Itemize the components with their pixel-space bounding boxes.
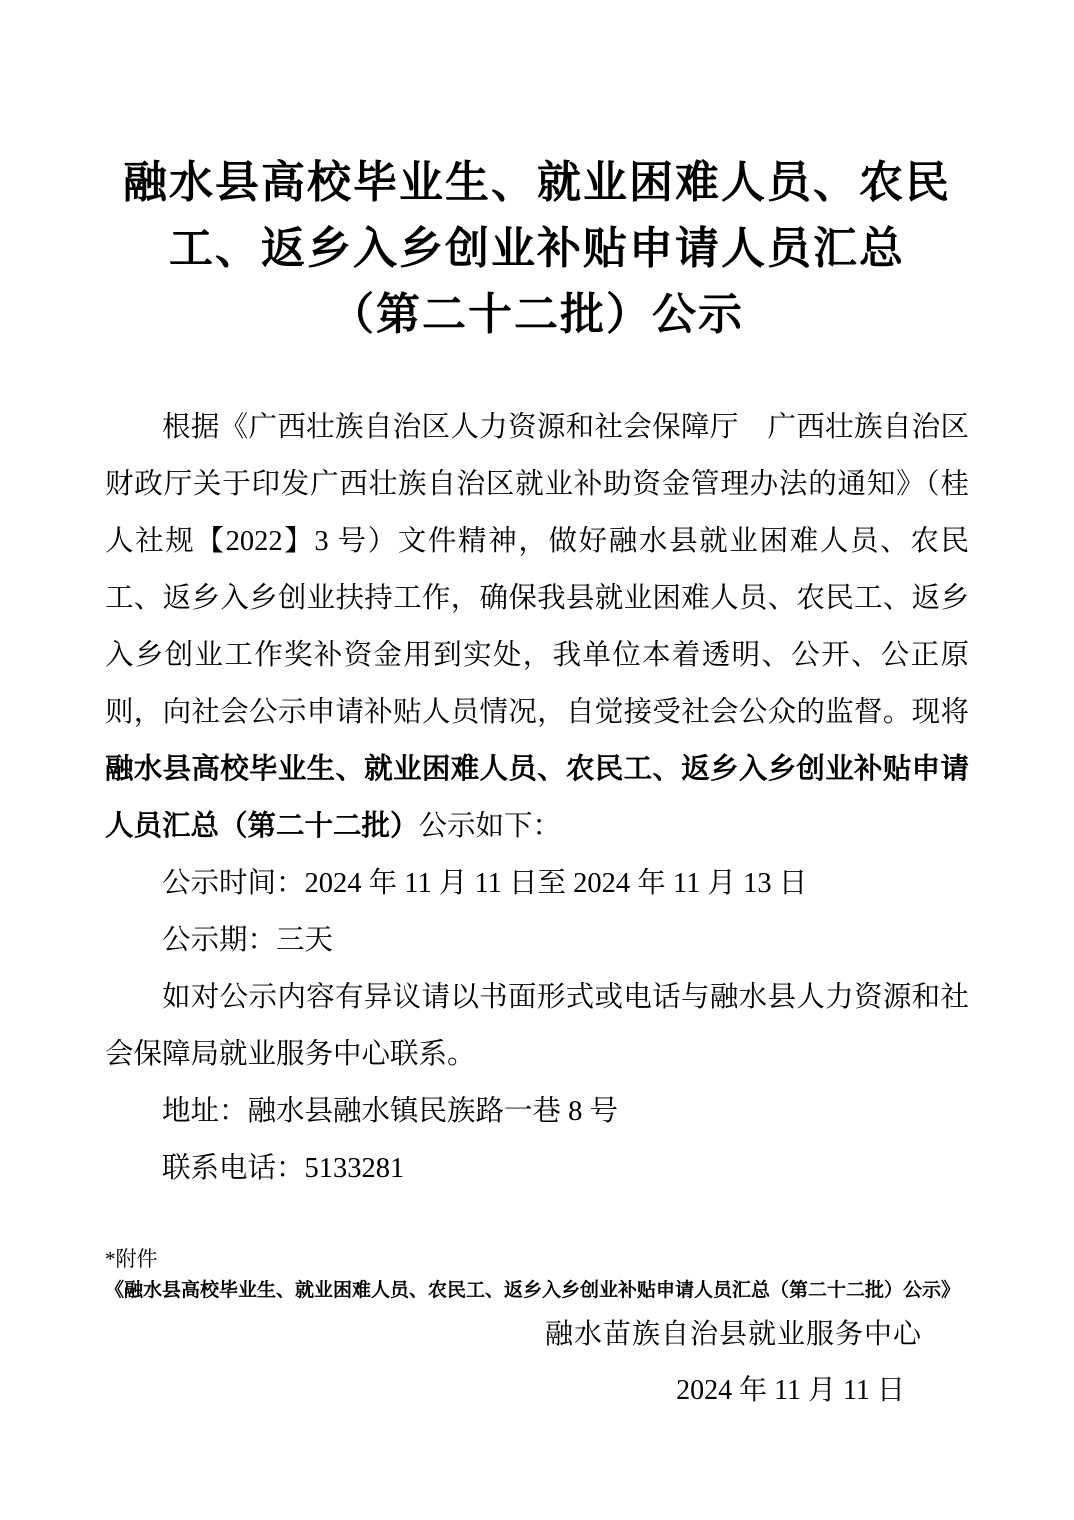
attachment-section (105, 1243, 969, 1307)
publicity-time-line: 公示时间：2024 年 11 月 11 日至 2024 年 11 月 13 日 (162, 868, 808, 899)
attachment-marker: *附件 (105, 1247, 158, 1271)
signature-date: 2024 年 11 月 11 日 (676, 1375, 905, 1406)
phone-line: 联系电话：5133281 (162, 1153, 405, 1184)
intro-paragraph (105, 399, 969, 855)
page-title-line-2: 工、返乡入乡创业补贴申请人员汇总 (169, 224, 905, 273)
document-body (105, 399, 969, 1197)
attachment-title: 《融水县高校毕业生、就业困难人员、农民工、返乡入乡创业补贴申请人员汇总（第二十二批）公示》 (105, 1280, 961, 1301)
intro-text-after: 公示如下： (418, 811, 562, 842)
publicity-period-line: 公示期：三天 (162, 925, 334, 956)
address-line: 地址：融水县融水镇民族路一巷 8 号 (162, 1096, 619, 1127)
objection-contact-paragraph: 如对公示内容有异议请以书面形式或电话与融水县人力资源和社会保障局就业服务中心联系。 (105, 982, 969, 1070)
signature-block (105, 1307, 969, 1419)
page-title-line-3: （第二十二批）公示 (330, 290, 744, 339)
signature-organization: 融水苗族自治县就业服务中心 (544, 1319, 922, 1350)
intro-bold-title: 融水县高校毕业生、就业困难人员、农民工、返乡入乡创业补贴申请人员汇总（第二十二批） (105, 754, 969, 842)
intro-text-before: 根据《广西壮族自治区人力资源和社会保障厅 广西壮族自治区财政厅关于印发广西壮族自治区就业补助资金管理办法的通知》（桂人社规【2022】3 号）文件精神，做好融水县就业困难人员、农民工、返乡入乡创业扶持工作，确保我县就业困难人员、农民工、返乡入乡创业工作奖补资金用到实处，我单位本着透明、公开、公正原则，向社会公示申请补贴人员情况，自觉接受社会公众的监督。现将 (105, 412, 969, 728)
page-title (105, 150, 969, 348)
page-title-line-1: 融水县高校毕业生、就业困难人员、农民 (123, 158, 951, 207)
